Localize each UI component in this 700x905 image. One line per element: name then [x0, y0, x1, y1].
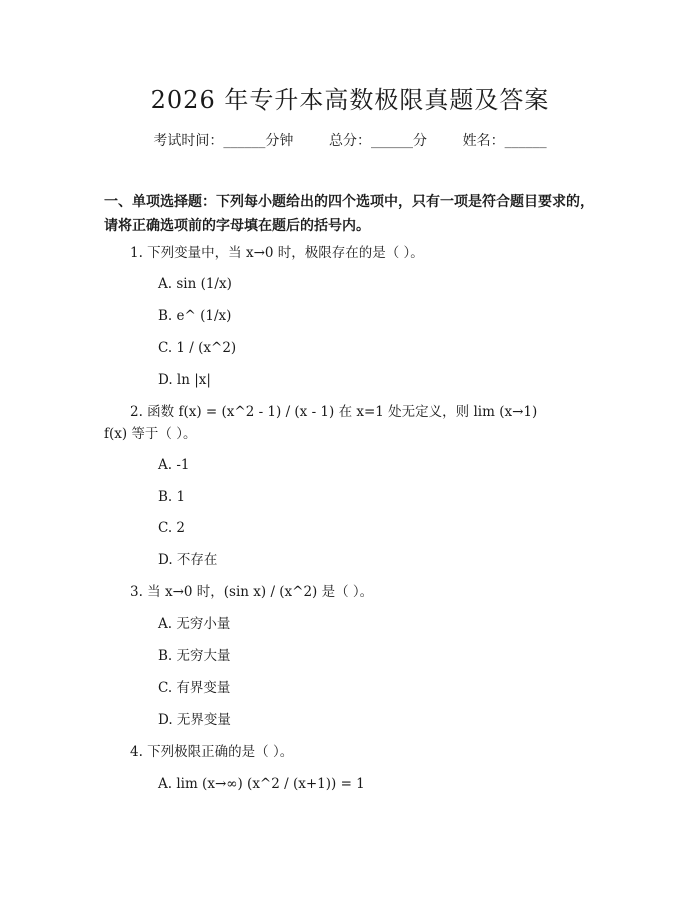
- section-heading-line-1: 一、单项选择题：下列每小题给出的四个选项中，只有一项是符合题目要求的，: [104, 194, 594, 210]
- question-3-option-b: B. 无穷大量: [158, 648, 231, 664]
- question-1-option-c: C. 1 / (x^2): [158, 340, 237, 356]
- question-2-stem-line-1: 2. 函数 f(x) = (x^2 - 1) / (x - 1) 在 x=1 处无定义，则 lim (x→1): [130, 404, 538, 420]
- exam-time-field: 考试时间：______分钟: [153, 133, 294, 149]
- question-3-stem: 3. 当 x→0 时，(sin x) / (x^2) 是（ ）。: [130, 584, 374, 600]
- total-score-field: 总分：______分: [329, 133, 427, 149]
- question-2-option-b: B. 1: [158, 489, 186, 505]
- question-2-option-d: D. 不存在: [158, 552, 218, 568]
- question-4-option-a: A. lim (x→∞) (x^2 / (x+1)) = 1: [158, 776, 365, 792]
- exam-info-row: [0, 130, 700, 150]
- question-1-stem: 1. 下列变量中，当 x→0 时，极限存在的是（ ）。: [130, 245, 424, 261]
- question-1-option-b: B. e^ (1/x): [158, 308, 232, 324]
- question-2-option-c: C. 2: [158, 520, 186, 536]
- question-4-stem: 4. 下列极限正确的是（ ）。: [130, 744, 294, 760]
- question-3-option-c: C. 有界变量: [158, 680, 231, 696]
- section-heading-line-2: 请将正确选项前的字母填在题后的括号内。: [104, 218, 370, 234]
- question-3-option-d: D. 无界变量: [158, 712, 231, 728]
- question-3-option-a: A. 无穷小量: [158, 616, 231, 632]
- page-title: 2026 年专升本高数极限真题及答案: [150, 86, 550, 114]
- section-heading: [104, 190, 604, 238]
- question-1-option-a: A. sin (1/x): [158, 276, 232, 292]
- question-2-option-a: A. -1: [158, 457, 190, 473]
- name-field: 姓名：______: [462, 133, 547, 149]
- question-2-stem-line-2: f(x) 等于（ ）。: [104, 426, 197, 442]
- question-1-option-d: D. ln |x|: [158, 372, 211, 388]
